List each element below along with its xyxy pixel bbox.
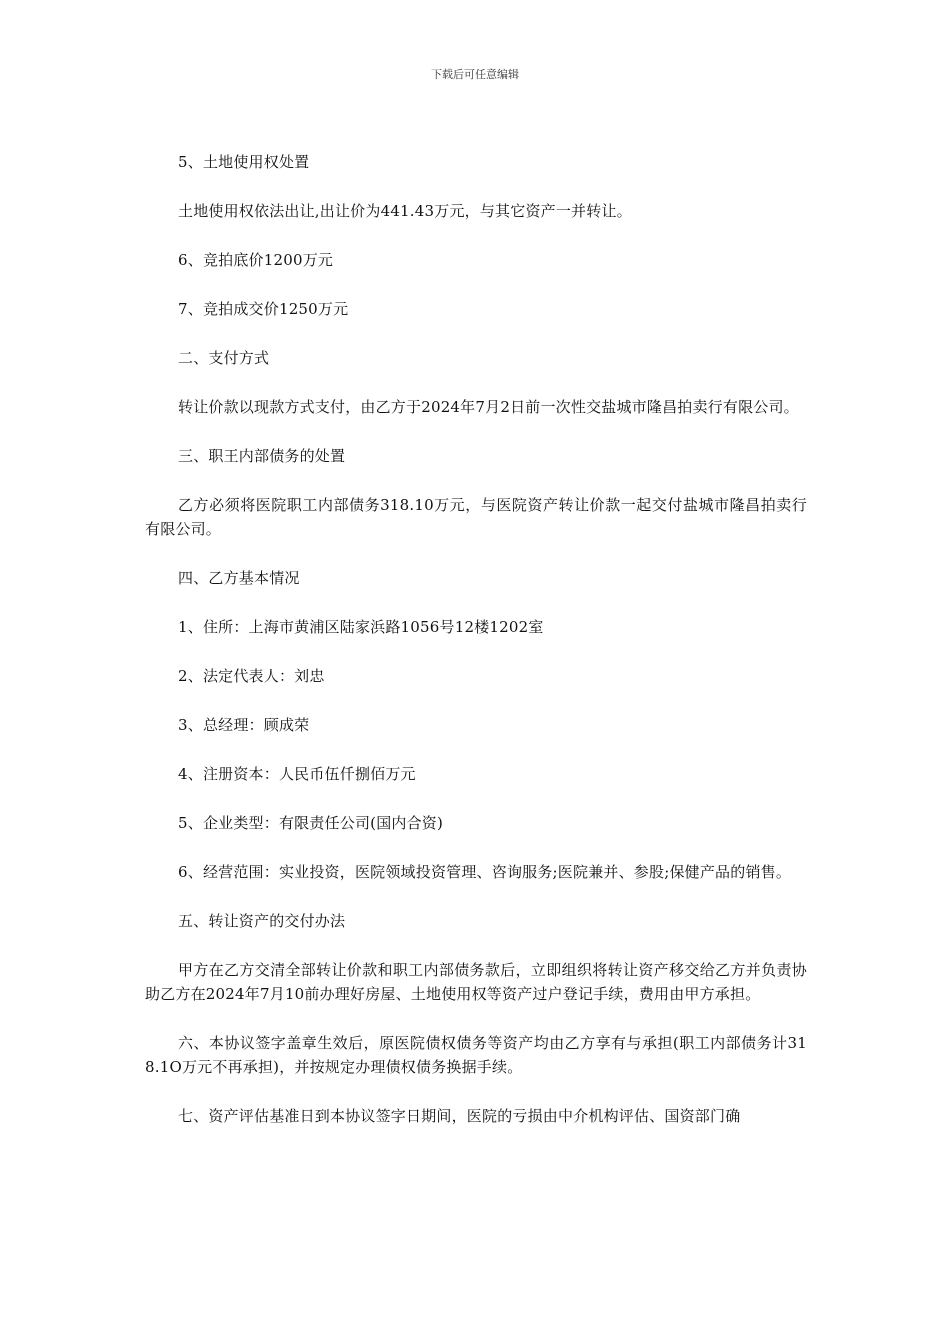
document-body bbox=[145, 150, 807, 1153]
paragraph: 5、企业类型：有限责任公司(国内合资) bbox=[178, 814, 444, 832]
paragraph: 甲方在乙方交清全部转让价款和职工内部债务款后，立即组织将转让资产移交给乙方并负责协助乙方在2024年7月10前办理好房屋、土地使用权等资产过户登记手续，费用由甲方承担。 bbox=[145, 961, 807, 1003]
paragraph: 2、法定代表人：刘忠 bbox=[178, 667, 325, 685]
paragraph: 7、竞拍成交价1250万元 bbox=[178, 300, 349, 318]
paragraph: 七、资产评估基准日到本协议签字日期间，医院的亏损由中介机构评估、国资部门确 bbox=[178, 1107, 741, 1125]
paragraph: 1、住所：上海市黄浦区陆家浜路1056号12楼1202室 bbox=[178, 618, 544, 636]
section-heading: 二、支付方式 bbox=[178, 349, 270, 367]
paragraph: 乙方必须将医院职工内部债务318.10万元，与医院资产转让价款一起交付盐城市隆昌拍卖行有限公司。 bbox=[145, 496, 807, 538]
section-heading: 四、乙方基本情况 bbox=[178, 569, 300, 587]
paragraph: 土地使用权依法出让,出让价为441.43万元，与其它资产一并转让。 bbox=[178, 202, 632, 220]
paragraph: 转让价款以现款方式支付，由乙方于2024年7月2日前一次性交盐城市隆昌拍卖行有限公司。 bbox=[178, 398, 799, 416]
paragraph: 5、土地使用权处置 bbox=[178, 153, 310, 171]
section-heading: 三、职王内部债务的处置 bbox=[178, 447, 346, 465]
paragraph: 4、注册资本：人民币伍仟捌佰万元 bbox=[178, 765, 416, 783]
paragraph: 六、本协议签字盖章生效后，原医院债权债务等资产均由乙方享有与承担(职工内部债务计318.1O万元不再承担)，并按规定办理债权债务换据手续。 bbox=[145, 1034, 807, 1076]
header-note: 下载后可任意编辑 bbox=[431, 68, 519, 81]
paragraph: 6、经营范围：实业投资，医院领域投资管理、咨询服务;医院兼并、参股;保健产品的销售。 bbox=[178, 863, 792, 881]
paragraph: 3、总经理：顾成荣 bbox=[178, 716, 310, 734]
paragraph: 6、竞拍底价1200万元 bbox=[178, 251, 334, 269]
section-heading: 五、转让资产的交付办法 bbox=[178, 912, 346, 930]
